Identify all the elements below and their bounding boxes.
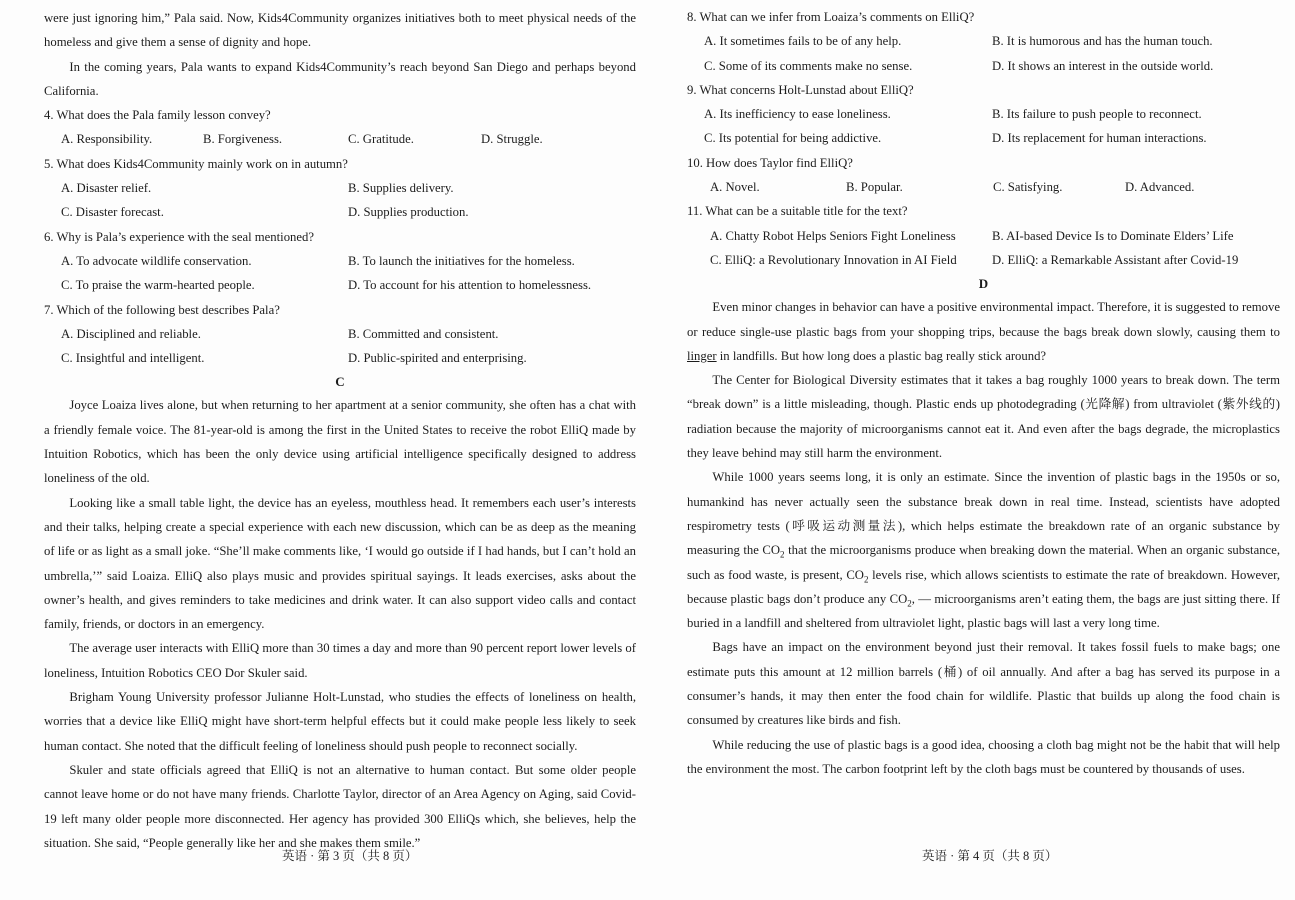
option-c: C. To praise the warm-hearted people.: [61, 278, 255, 293]
question-stem: 5. What does Kids4Community mainly work on in autumn?: [44, 156, 348, 171]
question-7: [44, 298, 636, 371]
subscript: 2: [780, 549, 785, 560]
option-a: A. Responsibility.: [61, 132, 153, 147]
text-segment: , — microorganisms aren’t eating them, the bags are just sitting there. If buried in a landfill and sheltered from ultraviolet light, plastic bags will last a very long time.: [687, 591, 1280, 631]
section-heading-d: D: [978, 276, 989, 292]
question-stem: 4. What does the Pala family lesson convey?: [44, 108, 271, 123]
text-segment: levels rise, which allows scientists to estimate the rate of breakdown. However, because plastic bags don’t produce any CO: [687, 567, 1280, 606]
question-stem: 6. Why is Pala’s experience with the seal mentioned?: [44, 229, 314, 244]
option-b: B. AI-based Device Is to Dominate Elders’ Life: [992, 228, 1234, 243]
passage-d-paragraph-2: The Center for Biological Diversity estimates that it takes a bag roughly 1000 years to break down. The term “break down” is a little misleading, though. Plastic ends up photodegrading (光降解) from ultraviolet (紫外线的) radiation because the majority of microorganisms cannot eat it. And even after the bags degrade, the microplastics they leave behind may still harm the environment.: [687, 373, 1280, 461]
passage-d-paragraph-5: While reducing the use of plastic bags is a good idea, choosing a cloth bag might not be the habit that will help the environment the most. The carbon footprint left by the cloth bags must be countered by thousands of uses.: [687, 737, 1280, 776]
option-c: C. Gratitude.: [348, 132, 414, 147]
page-footer-3: 英语 · 第 3 页（共 8 页）: [282, 849, 418, 863]
option-b: B. Its failure to push people to reconnect.: [992, 107, 1202, 122]
option-a: A. Its inefficiency to ease loneliness.: [704, 107, 891, 122]
option-a: A. Novel.: [710, 180, 760, 195]
text-segment: that the microorganisms produce when breaking down the material. When an organic substance, such as food waste, is present, CO: [687, 543, 1280, 582]
question-stem: 8. What can we infer from Loaiza’s comments on ElliQ?: [687, 10, 975, 24]
option-d: D. Public-spirited and enterprising.: [348, 351, 527, 366]
option-a: A. Chatty Robot Helps Seniors Fight Loneliness: [710, 228, 956, 243]
option-d: D. Its replacement for human interactions.: [992, 131, 1207, 146]
option-a: A. Disaster relief.: [61, 181, 152, 196]
option-d: D. To account for his attention to homelessness.: [348, 278, 592, 293]
question-stem: 9. What concerns Holt-Lunstad about ElliQ?: [687, 82, 914, 97]
question-9: [687, 78, 1280, 151]
page-footer-4: 英语 · 第 4 页（共 8 页）: [922, 849, 1058, 863]
section-heading-c: C: [335, 374, 345, 390]
text-segment: While 1000 years seems long, it is only an estimate. Since the invention of plastic bags in the 1950s or so, humankind has never actually seen the substance break down in real time. Instead, scientists have adopted respirometry tests (呼吸运动测量法), which helps estimate the breakdown rate of an organic substance by measuring the CO: [687, 470, 1280, 558]
left-page: [44, 0, 636, 900]
passage-c-paragraph: The average user interacts with ElliQ more than 30 times a day and more than 90 percent report lower levels of loneliness, Intuition Robotics CEO Dor Skuler said.: [44, 641, 636, 680]
passage-d-paragraph-4: Bags have an impact on the environment beyond just their removal. It takes fossil fuels to make bags; one estimate puts this amount at 12 million barrels (桶) of oil annually. And after a bag has served its purpose in a consumer’s hands, it may then enter the food chain for wildlife. Plastic that builds up along the food chain is consumed by creatures like birds and fish.: [687, 640, 1280, 728]
option-d: D. ElliQ: a Remarkable Assistant after Covid-19: [992, 252, 1239, 267]
option-a: A. To advocate wildlife conservation.: [61, 253, 252, 268]
option-b: B. Forgiveness.: [203, 132, 283, 147]
option-c: C. Satisfying.: [993, 180, 1063, 195]
option-c: C. Some of its comments make no sense.: [704, 58, 913, 73]
subscript: 2: [907, 598, 912, 609]
option-c: C. Its potential for being addictive.: [704, 131, 882, 146]
passage-c-paragraph: Joyce Loaiza lives alone, but when returning to her apartment at a senior community, she often has a chat with a friendly female voice. The 81-year-old is among the first in the United States to receive the robot ElliQ made by Intuition Robotics, which has been the only device using artificial intelligence specifically designed to address loneliness of the old.: [44, 398, 636, 486]
option-c: C. ElliQ: a Revolutionary Innovation in AI Field: [710, 252, 957, 267]
subscript: 2: [863, 574, 869, 585]
option-a: A. It sometimes fails to be of any help.: [704, 34, 902, 49]
question-stem: 10. How does Taylor find ElliQ?: [687, 155, 853, 170]
option-d: D. Advanced.: [1125, 180, 1195, 195]
question-stem: 11. What can be a suitable title for the text?: [687, 204, 908, 219]
question-stem: 7. Which of the following best describes Pala?: [44, 302, 280, 317]
option-b: B. It is humorous and has the human touch.: [992, 34, 1213, 49]
option-b: B. Supplies delivery.: [348, 181, 454, 196]
passage-b-last-paragraph: In the coming years, Pala wants to expand Kids4Community’s reach beyond San Diego and perhaps beyond California.: [44, 59, 636, 98]
question-5: [44, 152, 636, 225]
question-6: [44, 225, 636, 298]
option-c: C. Disaster forecast.: [61, 205, 164, 220]
text-segment: Even minor changes in behavior can have a positive environmental impact. Therefore, it is suggested to remove or reduce single-use plastic bags from your shopping trips, because the bags break down slowly, causing them to: [687, 300, 1280, 339]
option-d: D. Struggle.: [481, 132, 543, 147]
passage-c-paragraph: Skuler and state officials agreed that ElliQ is not an alternative to human contact. But some older people cannot leave home or do not have many friends. Charlotte Taylor, director of an Area Agency on Aging, said Covid-19 left many older people more disconnected. Her agency has provided 300 ElliQs which, she believes, help the situation. She said, “People generally like her and she makes them smile.”: [44, 762, 636, 850]
question-10: [687, 151, 1280, 200]
option-a: A. Disciplined and reliable.: [61, 326, 201, 341]
option-b: B. Committed and consistent.: [348, 326, 499, 341]
option-d: D. Supplies production.: [348, 205, 469, 220]
passage-b-continuation: were just ignoring him,” Pala said. Now, Kids4Community organizes initiatives both to meet physical needs of the homeless and give them a sense of dignity and hope.: [44, 11, 636, 50]
passage-d-paragraph-3: [687, 465, 1280, 635]
underlined-word: linger: [687, 348, 717, 363]
passage-c-paragraph: Looking like a small table light, the device has an eyeless, mouthless head. It remembers each user’s interests and their talks, helping create a special experience with each new discussion, which can be as deep as the meaning of life or as light as a small joke. “She’ll make comments like, ‘I would go outside if I had hands, but I can’t hold an umbrella,’” said Loaiza. ElliQ also plays music and provides spiritual sayings. It leads exercises, asks about the owner’s health, and gives reminders to take medicines and drink water. It can also support video calls and contact family, friends, or doctors in an emergency.: [44, 495, 636, 632]
passage-c-paragraph: Brigham Young University professor Julianne Holt-Lunstad, who studies the effects of loneliness on health, worries that a device like ElliQ might have short-term helpful effects but it could make people less likely to seek human contact. She noted that the difficult feeling of loneliness should push people to reconnect socially.: [44, 690, 636, 753]
text-segment: in landfills. But how long does a plastic bag really stick around?: [716, 348, 1047, 363]
question-11: [687, 199, 1280, 272]
option-d: D. It shows an interest in the outside world.: [992, 58, 1214, 73]
right-page: [687, 0, 1280, 900]
option-c: C. Insightful and intelligent.: [61, 351, 205, 366]
question-4: [44, 103, 636, 152]
question-8: [687, 5, 1280, 78]
option-b: B. Popular.: [846, 180, 903, 195]
passage-d-paragraph-1: [687, 295, 1280, 368]
option-b: B. To launch the initiatives for the homeless.: [348, 253, 575, 268]
